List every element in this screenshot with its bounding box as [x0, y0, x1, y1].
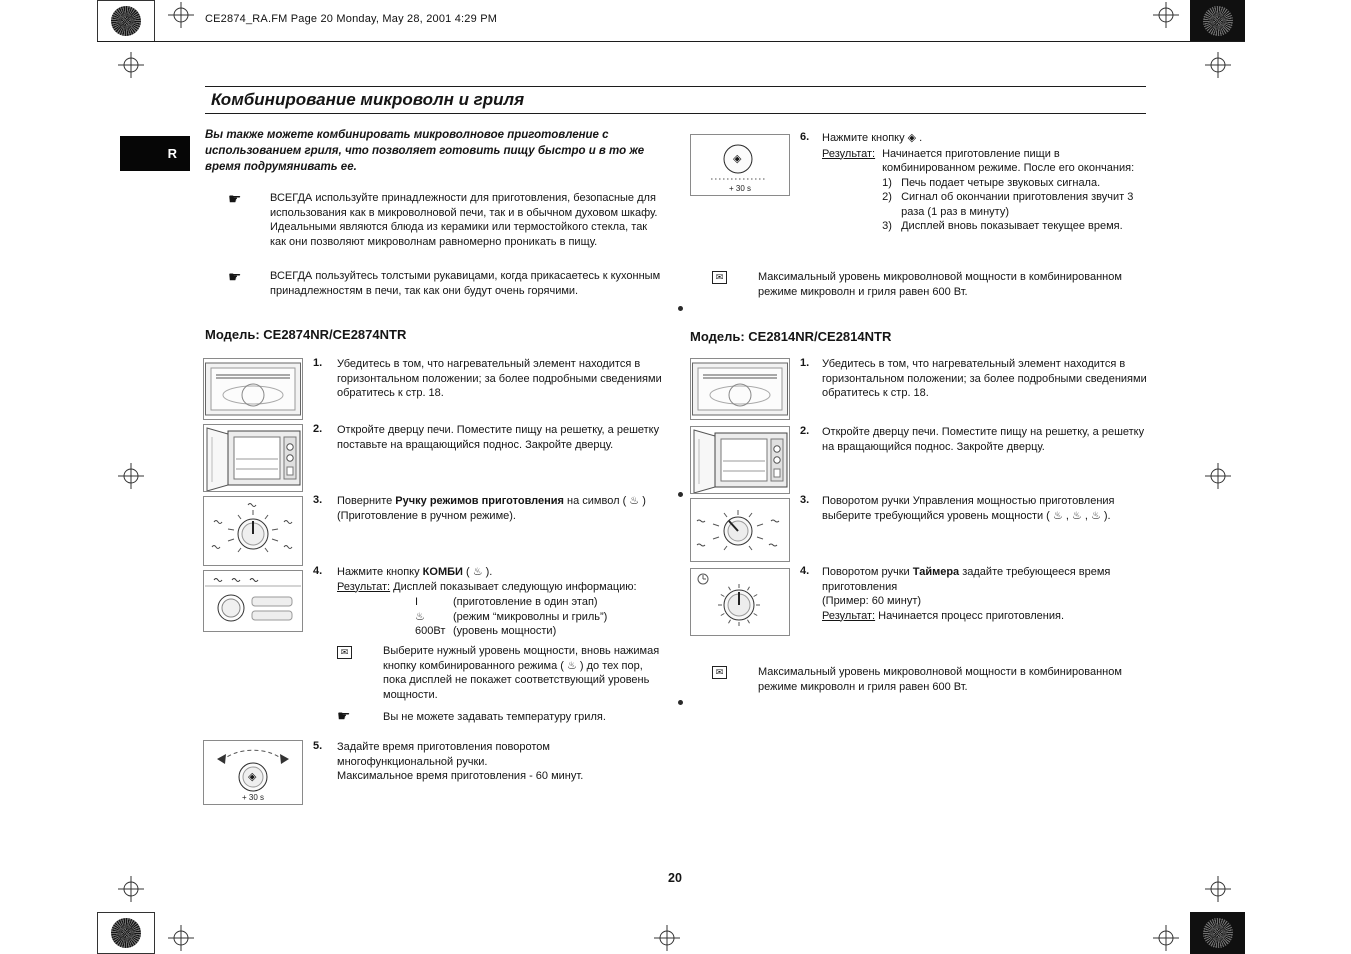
language-tab: R [120, 136, 190, 171]
timer-knob-illustration [691, 569, 789, 635]
separator-dot [678, 492, 683, 497]
result-body [882, 147, 1148, 234]
step-line: Задайте время приготовления поворотом многофункциональной ручки. [337, 741, 550, 768]
title-rule-top [205, 86, 1146, 87]
figure-start-button [690, 134, 790, 196]
registration-mark-icon [1153, 925, 1179, 951]
color-registration-dot [111, 918, 141, 948]
registration-mark-icon [1153, 2, 1179, 28]
oven-open-door-illustration [204, 425, 302, 491]
display-description: (приготовление в один этап) [453, 596, 598, 608]
color-registration-dot [111, 6, 141, 36]
step-text-segment: Нажмите кнопку [337, 566, 423, 578]
oven-open-door-illustration [691, 427, 789, 493]
display-readout-row [415, 610, 662, 625]
step-line: (Пример: 60 минут) [822, 595, 922, 607]
step-text [337, 740, 662, 784]
step-text [337, 494, 662, 523]
step-text-segment: задайте требующееся время приготовления [822, 566, 1111, 593]
display-symbol: ♨ [415, 610, 425, 623]
registration-mark-icon [1205, 52, 1231, 78]
title-rule-bottom [205, 113, 1146, 114]
step-number: 4. [313, 565, 323, 577]
step-line: (Приготовление в ручном режиме). [337, 509, 516, 522]
figure-mode-knob [203, 496, 303, 566]
step-text-bold: Ручку режимов приготовления [395, 495, 564, 507]
print-corner-mark-bottom-right [1190, 912, 1245, 954]
result-text: Дисплей показывает следующую информацию: [393, 580, 637, 593]
warning-text: ВСЕГДА используйте принадлежности для приготовления, безопасные для использования как в микроволновой печи, так и в обычном духовом шкафу. Идеальными являются блюда из керамики или термостойкого стекла, так как они позволяют микроволнам равномерно проникать в пищу. [270, 192, 658, 248]
step-line [337, 565, 662, 580]
plus-30s-label: + 30 s [728, 184, 751, 193]
display-readout-list [415, 595, 662, 639]
print-corner-mark-top-left [97, 0, 155, 42]
step-text: Убедитесь в том, что нагревательный элемент находится в горизонтальном положении; за более подробными сведениями обратитесь к стр. 18. [822, 358, 1147, 399]
subitem-text: Дисплей вновь показывает текущее время. [901, 220, 1123, 232]
step-number: 4. [800, 565, 810, 577]
step-text: Убедитесь в том, что нагревательный элемент находится в горизонтальном положении; за более подробными сведениями обратитесь к стр. 18. [337, 358, 662, 399]
color-registration-dot [1203, 6, 1233, 36]
model-heading-right: Модель: CE2814NR/CE2814NTR [690, 329, 892, 344]
figure-timer-knob [690, 568, 790, 636]
model-heading-left: Модель: CE2874NR/CE2874NTR [205, 327, 407, 342]
color-registration-dot [1203, 918, 1233, 948]
note-text: Выберите нужный уровень мощности, вновь нажимая кнопку комбинированного режима ( ♨ ) до тех пор, пока дисплей не покажет соответствующий уровень мощности. [383, 645, 660, 701]
step-text-bold: Таймера [912, 566, 960, 578]
note-text: Максимальный уровень микроволновой мощности в комбинированном режиме микроволн и гриля равен 600 Вт. [758, 271, 1122, 298]
registration-mark-icon [168, 2, 194, 28]
subitem-number: 3) [882, 220, 892, 232]
step-text-segment: Поворотом ручки [822, 566, 913, 578]
step-line: Максимальное время приготовления - 60 минут. [337, 770, 584, 782]
start-icon: ◈ [248, 771, 257, 783]
step-number: 5. [313, 740, 323, 752]
figure-open-door-food [690, 426, 790, 494]
step-text [337, 565, 662, 639]
plus-30s-label: + 30 s [241, 793, 264, 802]
step-number: 1. [800, 357, 810, 369]
step-line [822, 565, 1148, 594]
result-block [822, 147, 1148, 234]
pointing-hand-icon: ☛ [337, 708, 351, 725]
result-text: Начинается процесс приготовления. [878, 609, 1065, 622]
intro-paragraph: Вы также можете комбинировать микроволновое приготовление с использованием гриля, что позволяет готовить пищу быстро и в то же время подрумянивать ее. [205, 129, 645, 173]
registration-mark-icon [1205, 463, 1231, 489]
note-icon: ✉ [337, 646, 352, 659]
subitem-text: Печь подает четыре звуковых сигнала. [901, 176, 1101, 189]
result-label: Результат: [822, 609, 876, 622]
step-number: 3. [800, 494, 810, 506]
note-icon: ✉ [712, 271, 727, 284]
step-text-segment: на символ ( ♨ ) [563, 495, 646, 507]
registration-mark-icon [654, 925, 680, 951]
step-text: Откройте дверцу печи. Поместите пищу на решетку, а решетку поставьте на вращающийся поднос. Закройте дверцу. [337, 424, 660, 451]
figure-combi-button-panel [203, 570, 303, 632]
figure-open-door-food [203, 424, 303, 492]
registration-mark-icon [1205, 876, 1231, 902]
note-icon: ✉ [712, 666, 727, 679]
step-number: 2. [800, 425, 810, 437]
print-corner-mark-top-right [1190, 0, 1245, 42]
display-readout-row [415, 595, 662, 610]
note-text: Вы не можете задавать температуру гриля. [383, 711, 606, 723]
display-description: (уровень мощности) [453, 625, 557, 637]
result-subitem [882, 219, 1148, 234]
result-subitem [882, 190, 1148, 219]
result-line [337, 580, 662, 595]
step-line: Нажмите кнопку ◈ . [822, 132, 923, 144]
oven-top-view-illustration [204, 359, 302, 419]
power-knob-illustration [691, 499, 789, 561]
display-symbol: I [415, 596, 419, 608]
separator-dot [678, 306, 683, 311]
page-title: Комбинирование микроволн и гриля [211, 90, 525, 109]
figure-heating-element-position [203, 358, 303, 420]
step-line [337, 494, 662, 509]
subitem-number: 1) [882, 176, 892, 189]
result-subitem [882, 176, 1148, 191]
registration-mark-icon [168, 925, 194, 951]
running-header: CE2874_RA.FM Page 20 Monday, May 28, 2001 4:29 PM [205, 13, 498, 25]
subitem-text: Сигнал об окончании приготовления звучит 3 раза (1 раз в минуту) [901, 191, 1134, 218]
registration-mark-icon [118, 52, 144, 78]
step-text: Поворотом ручки Управления мощностью приготовления выберите требующийся уровень мощности ( ♨ , ♨ , ♨ ). [822, 495, 1115, 522]
subitem-number: 2) [882, 191, 892, 203]
step-number: 3. [313, 494, 323, 506]
step-text [822, 131, 1148, 234]
step-text: Откройте дверцу печи. Поместите пищу на решетку, а решетку на вращающийся поднос. Закройте дверцу. [822, 426, 1145, 453]
pointing-hand-icon: ☛ [228, 269, 242, 286]
registration-mark-icon [118, 463, 144, 489]
oven-top-view-illustration [691, 359, 789, 419]
separator-dot [678, 700, 683, 705]
result-text: Начинается приготовление пищи в комбинированном режиме. После его окончания: [882, 147, 1135, 174]
warning-text: ВСЕГДА пользуйтесь толстыми рукавицами, когда прикасаетесь к кухонным принадлежностям в печи, так как они будут очень горячими. [270, 270, 661, 297]
print-corner-mark-bottom-left [97, 912, 155, 954]
mode-knob-illustration [204, 497, 302, 565]
combi-panel-illustration [204, 571, 302, 631]
result-line [822, 609, 1148, 624]
step-number: 2. [313, 423, 323, 435]
registration-mark-icon [118, 876, 144, 902]
pointing-hand-icon: ☛ [228, 191, 242, 208]
result-label: Результат: [822, 147, 876, 160]
note-text: Максимальный уровень микроволновой мощности в комбинированном режиме микроволн и гриля равен 600 Вт. [758, 666, 1122, 693]
step-number: 1. [313, 357, 323, 369]
result-label: Результат: [337, 580, 391, 593]
step-text [822, 565, 1148, 623]
figure-power-knob [690, 498, 790, 562]
header-rule [97, 41, 1245, 42]
step-text-bold: КОМБИ [422, 566, 463, 578]
display-symbol: 600Вт [415, 625, 446, 637]
figure-multi-function-knob [203, 740, 303, 805]
page-number: 20 [668, 871, 682, 885]
start-icon: ◈ [733, 153, 742, 165]
figure-heating-element-position [690, 358, 790, 420]
step-text-segment: ( ♨ ). [462, 566, 493, 578]
display-description: (режим “микроволны и гриль”) [453, 610, 608, 623]
display-readout-row [415, 624, 662, 639]
step-text-segment: Поверните [337, 495, 396, 507]
step-number: 6. [800, 131, 810, 143]
